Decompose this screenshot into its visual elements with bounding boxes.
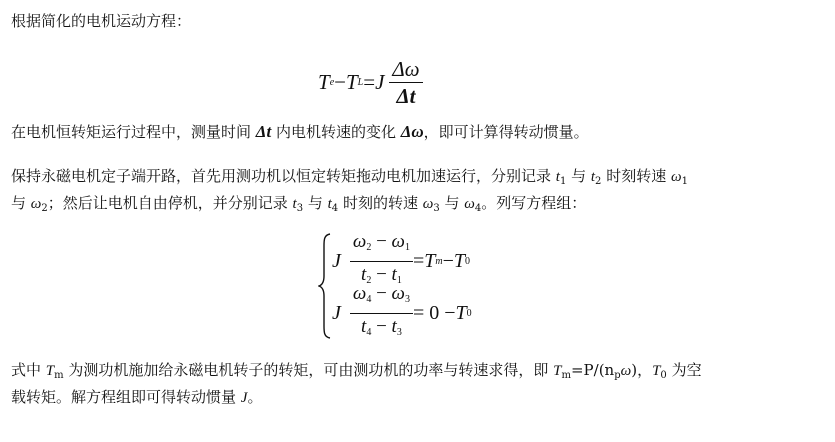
para3-w1: ω — [670, 169, 682, 185]
para3-line2-e: 与 — [439, 194, 465, 212]
eq1-lhs-T: T — [318, 69, 330, 94]
row1-J: J — [332, 249, 341, 272]
para4-line2-a: 载转矩。解方程组即可得转动惯量 — [11, 388, 241, 406]
intro-text — [11, 6, 191, 36]
row2-J: J — [332, 301, 341, 324]
para3-t3-sub: 3 — [296, 203, 304, 214]
row2-num-b-sub: 3 — [404, 293, 410, 305]
para3-line2-a: 与 — [11, 194, 31, 212]
row1-den-a-sub: 2 — [366, 274, 372, 286]
row2-equals: = 0 − — [412, 301, 456, 324]
row2-T0: T — [455, 301, 467, 324]
eq1-rhs-T: T — [345, 69, 358, 94]
para3-line1-c: 时刻转速 — [601, 167, 671, 185]
row2-den-a-sub: 4 — [366, 326, 372, 338]
para2-part2: 内电机转速的变化 — [271, 123, 401, 141]
para4-Tm: T — [45, 363, 55, 379]
paragraph-measure — [11, 117, 589, 147]
paragraph-conclusion-line2 — [11, 382, 262, 413]
eq1-denominator: Δt — [396, 83, 416, 108]
row1-num-b: ω — [391, 230, 405, 252]
para4-T0-sub: 0 — [660, 370, 667, 381]
para4-np-sub: p — [614, 370, 621, 381]
row1-den-b: t — [391, 263, 397, 285]
row1-rhs-minus: − — [442, 249, 454, 272]
para3-w2: ω — [30, 196, 42, 212]
row2-num-a: ω — [352, 282, 367, 304]
para3-line2-d: 时刻的转速 — [338, 194, 423, 212]
para3-line2-b: ；然后让电机自由停机，并分别记录 — [47, 194, 293, 212]
row2-den-a: t — [361, 315, 367, 337]
motion-equation — [318, 54, 423, 110]
para3-t1: t — [555, 169, 560, 185]
intro-text-content: 根据简化的电机运动方程： — [11, 12, 192, 30]
para2-dw: Δω — [400, 122, 424, 141]
para3-w3: ω — [422, 196, 434, 212]
row2-den-b-sub: 3 — [396, 326, 402, 338]
paragraph-procedure-line2 — [11, 188, 586, 224]
para3-t1-sub: 1 — [559, 176, 567, 187]
para3-t4-sub: 4 — [331, 203, 339, 214]
para4-line1-c: =P/(n — [570, 361, 615, 379]
equation-system — [318, 232, 518, 340]
eq1-numerator: Δω — [392, 56, 420, 81]
row1-den-b-sub: 1 — [396, 274, 402, 286]
para4-Tm-sub: m — [54, 370, 64, 381]
row1-num-b-sub: 1 — [404, 241, 410, 253]
eq1-fraction — [389, 58, 422, 107]
row1-den-minus: − — [371, 263, 392, 285]
para3-w3-sub: 3 — [433, 203, 440, 214]
para3-w4: ω — [464, 196, 475, 212]
row2-den-minus: − — [371, 315, 392, 337]
eq1-lhs-sub: e — [329, 76, 335, 88]
system-row-1 — [332, 230, 470, 288]
row2-den-b: t — [391, 315, 397, 337]
para3-t4: t — [327, 196, 332, 212]
para4-Tm2: T — [553, 363, 562, 379]
system-row-2 — [332, 282, 472, 340]
row1-num-a-sub: 2 — [366, 241, 372, 253]
row1-T0-sub: 0 — [465, 255, 470, 267]
eq1-rhs-sub: L — [357, 76, 364, 88]
row1-numerator — [350, 231, 413, 261]
para3-line1-a: 保持永磁电机定子端开路，首先用测功机以恒定转矩拖动电机加速运行，分别记录 — [11, 167, 556, 185]
row2-numerator — [350, 283, 413, 313]
row2-T0-sub: 0 — [466, 307, 472, 319]
row1-Tm-sub: m — [435, 255, 443, 267]
row1-num-a: ω — [352, 230, 367, 252]
row2-fraction — [350, 283, 413, 344]
para4-T0: T — [652, 363, 661, 379]
para2-dt: Δt — [255, 122, 272, 141]
para3-t2-sub: 2 — [595, 176, 602, 187]
row1-T0: T — [453, 249, 465, 272]
row2-num-a-sub: 4 — [366, 293, 372, 305]
eq1-equals: = — [363, 69, 376, 94]
para4-line1-d: )， — [631, 361, 653, 379]
para2-part3: ，即可计算得转动惯量。 — [423, 123, 589, 141]
row1-equals: = — [412, 249, 425, 272]
row2-num-b: ω — [391, 282, 405, 304]
para4-line2-b: 。 — [247, 388, 263, 406]
row2-denominator — [358, 314, 405, 344]
para3-t3: t — [292, 196, 297, 212]
para4-Tm2-sub: m — [561, 370, 571, 381]
para3-line2-f: 。列写方程组： — [481, 194, 587, 212]
para4-J: J — [240, 390, 248, 406]
para4-line1-b: 为测功机施加给永磁电机转子的转矩，可由测功机的功率与转速求得，即 — [63, 361, 554, 379]
para3-w4-sub: 4 — [474, 203, 482, 214]
para4-w: ω — [620, 363, 632, 379]
para4-line1-e: 为空 — [666, 361, 702, 379]
para4-line1-a: 式中 — [11, 361, 46, 379]
para3-line2-c: 与 — [303, 194, 328, 212]
para3-w2-sub: 2 — [41, 203, 48, 214]
row1-Tm: T — [424, 249, 436, 272]
eq1-J: J — [375, 69, 385, 94]
para2-part1: 在电机恒转矩运行过程中，测量时间 — [11, 123, 256, 141]
para3-w1-sub: 1 — [681, 176, 688, 187]
row1-num-minus: − — [371, 230, 392, 252]
eq1-minus: − — [334, 69, 346, 94]
para3-t2: t — [590, 169, 596, 185]
para3-line1-b: 与 — [566, 167, 591, 185]
left-brace-icon — [318, 232, 332, 340]
row2-num-minus: − — [371, 282, 392, 304]
row1-den-a: t — [361, 263, 367, 285]
